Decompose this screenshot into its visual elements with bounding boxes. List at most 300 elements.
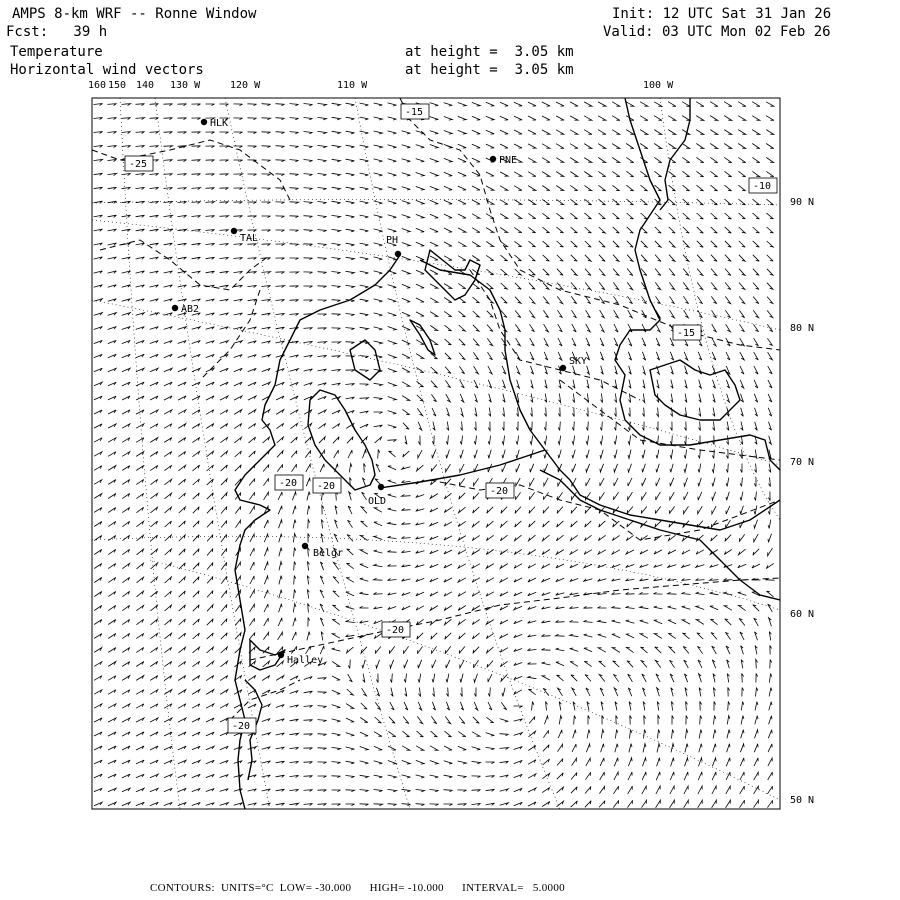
wind-vector — [122, 732, 130, 736]
wind-vector — [221, 605, 227, 612]
wind-vector — [416, 509, 425, 512]
wind-vector — [388, 522, 397, 525]
wind-vector — [500, 719, 509, 722]
wind-vector — [332, 314, 341, 316]
wind-vector — [360, 578, 369, 581]
wind-vector — [108, 424, 116, 428]
wind-vector — [221, 633, 227, 639]
wind-vector — [292, 492, 296, 500]
wind-vector — [556, 620, 565, 622]
wind-vector — [332, 762, 341, 764]
wind-vector — [318, 286, 327, 288]
wind-vector — [418, 674, 421, 683]
wind-vector — [444, 775, 453, 778]
wind-vector — [724, 171, 731, 176]
wind-vector — [136, 690, 144, 695]
wind-vector — [164, 647, 171, 652]
lon-label: 120 W — [230, 80, 261, 91]
wind-vector — [740, 506, 743, 515]
wind-vector — [220, 424, 227, 429]
wind-vector — [557, 241, 564, 247]
wind-vector — [307, 492, 310, 501]
wind-vector — [514, 760, 522, 763]
wind-vector — [738, 144, 745, 149]
wind-vector — [740, 800, 745, 808]
wind-vector — [150, 438, 158, 443]
wind-vector — [643, 758, 647, 766]
wind-vector — [432, 408, 436, 416]
wind-vector — [444, 284, 452, 289]
wind-vector — [500, 606, 508, 610]
wind-vector — [108, 187, 117, 189]
wind-vector — [600, 492, 605, 499]
wind-vector — [430, 746, 438, 750]
wind-vector — [122, 382, 130, 386]
wind-vector — [94, 592, 101, 597]
wind-vector — [304, 734, 313, 736]
wind-vector — [306, 464, 310, 472]
wind-vector — [529, 310, 534, 317]
wind-vector — [668, 130, 676, 135]
wind-vector — [683, 227, 689, 233]
wind-vector — [333, 577, 339, 584]
wind-vector — [276, 104, 285, 106]
wind-vector — [544, 464, 548, 472]
wind-vector — [388, 480, 397, 483]
wind-vector — [727, 660, 730, 669]
wind-vector — [178, 465, 185, 471]
wind-vector — [346, 257, 355, 260]
wind-vector — [388, 341, 397, 345]
wind-vector — [474, 422, 476, 431]
wind-vector — [556, 593, 565, 595]
wind-vector — [602, 716, 604, 725]
wind-vector — [640, 535, 647, 540]
wind-vector — [487, 661, 493, 668]
wind-vector — [472, 550, 480, 555]
wind-vector — [697, 227, 704, 233]
wind-vector — [375, 717, 382, 723]
wind-vector — [332, 383, 341, 385]
wind-vector — [444, 592, 452, 596]
contour-value-label: -15 — [677, 328, 696, 339]
wind-vector — [528, 550, 535, 555]
wind-vector — [612, 185, 619, 190]
wind-vector — [360, 606, 369, 608]
wind-vector — [306, 478, 310, 486]
wind-vector — [262, 216, 271, 218]
wind-vector — [304, 748, 313, 750]
wind-vector — [374, 243, 383, 246]
wind-vector — [136, 285, 145, 287]
wind-vector — [726, 380, 729, 388]
wind-vector — [556, 634, 565, 636]
wind-vector — [236, 534, 241, 542]
wind-vector — [250, 576, 254, 584]
station-dot-tal — [231, 228, 237, 234]
wind-vector — [278, 492, 282, 500]
wind-vector — [711, 296, 716, 303]
wind-vector — [430, 214, 438, 218]
wind-vector — [598, 116, 606, 120]
wind-vector — [486, 535, 493, 540]
wind-vector — [221, 534, 226, 541]
wind-vector — [727, 394, 730, 403]
wind-vector — [584, 116, 592, 120]
wind-vector — [516, 450, 519, 459]
wind-vector — [500, 748, 509, 750]
wind-vector — [767, 591, 774, 597]
wind-vector — [220, 244, 229, 246]
wind-vector — [94, 522, 102, 527]
wind-vector — [614, 324, 618, 332]
wind-vector — [458, 283, 465, 288]
lat-label: 90 N — [790, 197, 815, 208]
wind-vector — [474, 688, 476, 697]
wind-vector — [248, 355, 257, 358]
wind-vector — [725, 535, 731, 542]
wind-vector — [446, 464, 451, 472]
wind-vector — [348, 506, 352, 514]
wind-vector — [530, 366, 533, 374]
wind-vector — [486, 228, 494, 233]
wind-vector — [417, 633, 423, 639]
wind-vector — [122, 690, 130, 695]
lon-label: 140 — [136, 80, 155, 91]
wind-vector — [136, 340, 144, 343]
wind-vector — [234, 327, 243, 329]
wind-vector — [628, 772, 632, 780]
wind-vector — [558, 744, 563, 751]
wind-vector — [291, 437, 298, 443]
wind-vector — [192, 202, 201, 204]
graticule-line — [355, 98, 560, 809]
wind-vector — [473, 493, 479, 500]
wind-vector — [699, 422, 701, 431]
wind-vector — [615, 366, 618, 375]
wind-vector — [122, 340, 130, 343]
wind-vector — [122, 662, 130, 667]
wind-vector — [668, 144, 675, 149]
wind-vector — [432, 450, 436, 458]
wind-vector — [640, 634, 648, 638]
wind-vector — [473, 633, 480, 639]
wind-vector — [192, 243, 201, 245]
wind-vector — [108, 676, 116, 681]
wind-vector — [683, 647, 689, 654]
wind-vector — [192, 746, 200, 750]
wind-vector — [347, 689, 354, 695]
wind-vector — [614, 310, 619, 318]
contour-value-label: -10 — [753, 181, 772, 192]
wind-vector — [501, 297, 507, 303]
wind-vector — [669, 185, 676, 191]
wind-vector — [206, 732, 214, 736]
wind-vector — [307, 632, 310, 641]
wind-vector — [321, 520, 323, 529]
wind-vector — [416, 367, 423, 372]
wind-vector — [374, 746, 382, 750]
wind-vector — [740, 520, 744, 528]
wind-vector — [616, 716, 618, 725]
wind-vector — [402, 593, 410, 596]
wind-vector — [234, 789, 243, 792]
wind-vector — [164, 760, 172, 764]
wind-vector — [248, 341, 257, 343]
wind-vector — [122, 368, 130, 372]
wind-vector — [192, 676, 199, 681]
wind-vector — [446, 436, 448, 445]
wind-vector — [388, 327, 397, 331]
wind-vector — [514, 690, 522, 694]
wind-vector — [486, 776, 495, 778]
wind-vector — [444, 200, 452, 204]
wind-vector — [655, 227, 661, 233]
wind-vector — [739, 241, 745, 247]
wind-vector — [514, 214, 521, 219]
wind-vector — [416, 551, 425, 553]
wind-vector — [754, 534, 758, 542]
wind-vector — [500, 564, 508, 569]
wind-vector — [472, 130, 480, 134]
wind-vector — [150, 132, 159, 134]
wind-vector — [696, 116, 704, 121]
wind-vector — [668, 565, 677, 568]
wind-vector — [500, 102, 508, 106]
wind-vector — [502, 688, 505, 697]
wind-vector — [332, 300, 341, 302]
wind-vector — [374, 578, 383, 580]
wind-vector — [640, 606, 649, 609]
wind-vector — [613, 269, 619, 276]
wind-vector — [276, 216, 285, 218]
wind-vector — [486, 116, 494, 120]
wind-vector — [164, 424, 172, 429]
wind-vector — [682, 579, 691, 581]
wind-vector — [642, 408, 644, 417]
wind-vector — [570, 130, 578, 134]
wind-vector — [290, 230, 299, 232]
wind-vector — [332, 328, 341, 330]
wind-vector — [713, 408, 715, 417]
wind-vector — [192, 104, 201, 106]
field1-name: Temperature — [10, 44, 103, 60]
wind-vector — [221, 465, 228, 471]
wind-vector — [108, 382, 116, 386]
wind-vector — [332, 648, 341, 651]
wind-vector — [515, 535, 522, 541]
wind-vector — [557, 255, 563, 261]
wind-vector — [318, 355, 327, 357]
wind-vector — [713, 730, 716, 739]
wind-vector — [178, 257, 187, 259]
wind-vector — [332, 676, 340, 680]
wind-vector — [458, 172, 466, 176]
wind-vector — [178, 243, 187, 245]
wind-vector — [150, 257, 159, 259]
wind-vector — [458, 116, 466, 120]
wind-vector — [558, 730, 562, 738]
wind-vector — [767, 800, 772, 807]
station-label-belgr: Belgr — [313, 548, 344, 559]
wind-vector — [472, 214, 480, 218]
wind-vector — [684, 674, 687, 682]
contour-value-label: -20 — [490, 486, 509, 497]
wind-vector — [433, 422, 435, 431]
wind-vector — [528, 592, 536, 595]
wind-vector — [657, 758, 660, 767]
wind-vector — [584, 130, 592, 135]
wind-vector — [698, 464, 701, 473]
wind-vector — [122, 535, 129, 540]
wind-vector — [304, 300, 313, 302]
wind-vector — [276, 410, 284, 415]
wind-vector — [318, 410, 326, 414]
wind-vector — [754, 492, 756, 501]
wind-vector — [612, 648, 620, 653]
wind-vector — [192, 704, 200, 708]
wind-vector — [206, 202, 215, 204]
wind-vector — [655, 521, 661, 527]
wind-vector — [682, 157, 689, 162]
wind-vector — [290, 104, 299, 106]
temperature-contours — [92, 98, 780, 720]
wind-vector — [290, 258, 299, 260]
wind-vector — [626, 620, 635, 623]
wind-vector — [668, 102, 676, 107]
wind-vector — [444, 228, 452, 232]
wind-vector — [136, 605, 143, 610]
wind-vector — [234, 174, 243, 176]
wind-vector — [137, 563, 144, 569]
wind-vector — [570, 607, 579, 609]
wind-vector — [684, 450, 686, 459]
wind-vector — [626, 185, 633, 191]
wind-vector — [332, 423, 339, 428]
lat-label: 80 N — [790, 323, 815, 334]
wind-vector — [304, 691, 313, 693]
wind-vector — [431, 381, 437, 388]
wind-vector — [640, 130, 648, 135]
wind-vector — [459, 478, 464, 485]
wind-vector — [444, 172, 452, 176]
wind-vector — [402, 326, 410, 330]
wind-vector — [262, 160, 271, 162]
wind-vector — [108, 452, 116, 457]
wind-vector — [375, 437, 382, 443]
wind-vector — [615, 394, 617, 403]
wind-vector — [570, 634, 579, 637]
wind-vector — [459, 353, 465, 360]
wind-vector — [206, 396, 214, 400]
wind-vector — [712, 464, 715, 473]
wind-vector — [418, 450, 422, 458]
wind-vector — [136, 215, 145, 217]
station-dot-sky — [560, 365, 566, 371]
wind-vector — [739, 213, 746, 219]
wind-vector — [487, 338, 492, 345]
wind-vector — [686, 716, 688, 725]
wind-vector — [221, 479, 227, 485]
wind-vector — [206, 718, 214, 722]
station-label-ab2: AB2 — [181, 304, 200, 315]
wind-vector — [403, 451, 410, 457]
wind-vector — [94, 438, 102, 442]
wind-vector — [685, 688, 687, 697]
wind-vector — [612, 130, 620, 135]
wind-vector — [559, 716, 562, 725]
wind-vector — [192, 285, 201, 287]
wind-vector — [599, 255, 605, 262]
wind-vector — [165, 493, 172, 499]
wind-vector — [556, 607, 565, 609]
wind-vector — [332, 733, 341, 736]
wind-vector — [767, 241, 774, 247]
wind-vector — [108, 591, 115, 596]
wind-vector — [753, 283, 759, 290]
wind-vector — [347, 647, 354, 653]
wind-vector — [290, 355, 299, 357]
wind-vector — [276, 230, 285, 232]
wind-vector — [388, 159, 397, 162]
wind-vector — [670, 450, 673, 459]
wind-vector — [559, 394, 561, 403]
wind-vector — [389, 451, 396, 457]
wind-vector — [584, 535, 591, 540]
wind-vector — [136, 619, 143, 624]
wind-vector — [501, 269, 508, 275]
wind-vector — [770, 646, 772, 655]
wind-vector — [94, 257, 103, 259]
wind-vector — [192, 354, 200, 357]
wind-vector — [430, 775, 439, 778]
wind-vector — [220, 675, 227, 680]
wind-vector — [150, 299, 159, 301]
wind-vector — [696, 102, 704, 107]
wind-vector — [528, 802, 536, 806]
wind-vector — [739, 297, 745, 304]
wind-vector — [150, 174, 159, 176]
wind-vector — [683, 241, 689, 247]
wind-vector — [417, 395, 423, 401]
wind-vector — [418, 702, 421, 710]
wind-vector — [584, 144, 592, 149]
wind-vector — [290, 118, 299, 120]
wind-vector — [488, 366, 492, 374]
wind-vector — [657, 380, 659, 389]
wind-vector — [654, 535, 661, 540]
wind-vector — [601, 744, 604, 753]
wind-vector — [178, 410, 186, 414]
coastline-path — [650, 360, 740, 420]
wind-vector — [290, 341, 299, 343]
wind-vector — [430, 536, 438, 539]
wind-vector — [642, 464, 645, 473]
wind-vector — [599, 199, 606, 205]
wind-vector — [360, 790, 369, 792]
wind-vector — [304, 341, 313, 343]
wind-vector — [290, 761, 299, 763]
wind-vector — [671, 380, 673, 389]
wind-vector — [165, 507, 172, 513]
wind-vector — [402, 775, 411, 778]
wind-vector — [402, 201, 411, 204]
wind-vector — [374, 215, 383, 218]
wind-vector — [654, 144, 661, 149]
wind-vector — [530, 436, 533, 445]
wind-vector — [543, 745, 549, 752]
contour-line — [470, 270, 640, 400]
